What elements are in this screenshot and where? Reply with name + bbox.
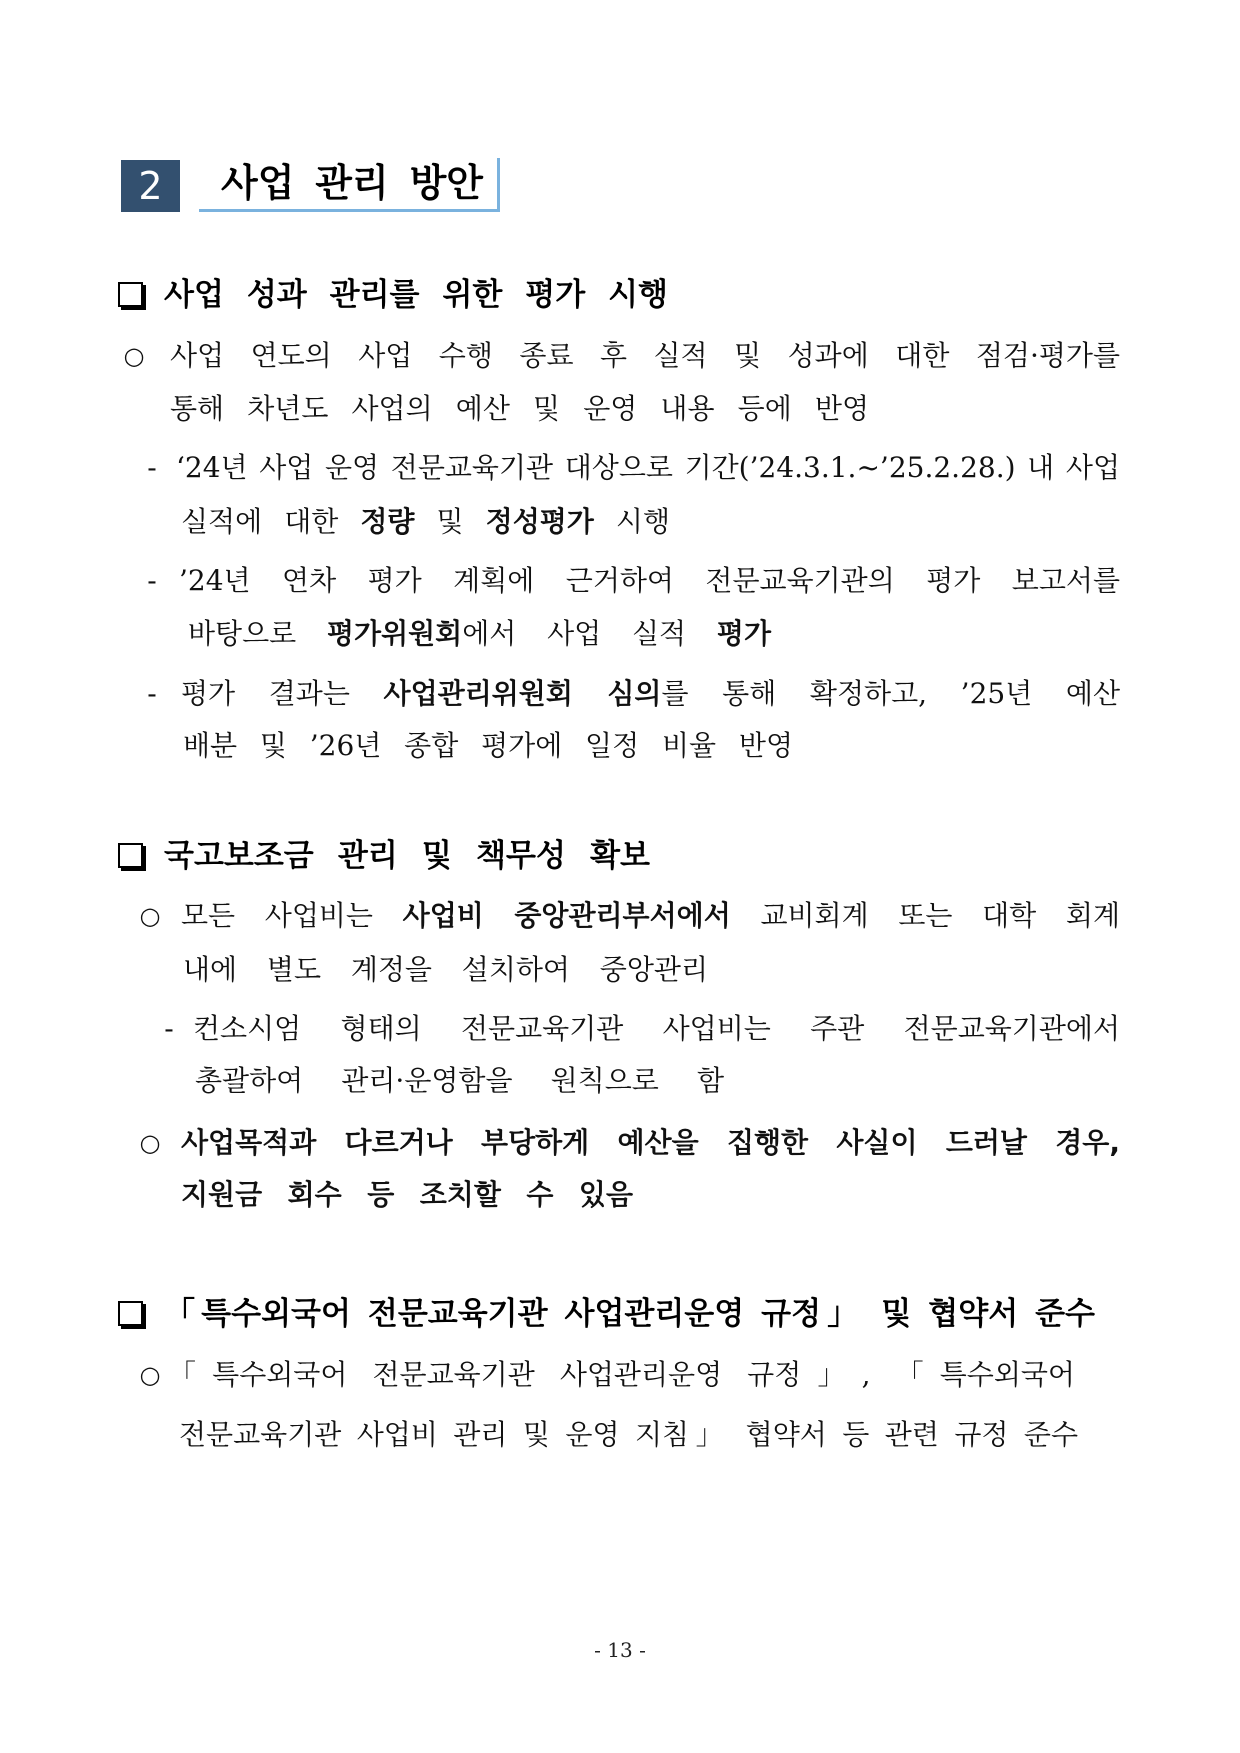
dash-bullet: - bbox=[164, 1012, 174, 1045]
body-line: 총괄하여 관리·운영함을 원칙으로 함 bbox=[195, 1064, 724, 1097]
square-bullet-icon bbox=[118, 843, 143, 868]
line-text: 를 통해 확정하고, ’25년 예산 bbox=[661, 677, 1120, 710]
body-line: 사업 연도의 사업 수행 종료 후 실적 및 성과에 대한 점검·평가를 bbox=[170, 339, 1120, 372]
line-text: 및 bbox=[414, 505, 486, 538]
square-bullet-icon bbox=[118, 282, 143, 307]
circle-bullet: ○ bbox=[139, 902, 161, 930]
square-bullet-icon bbox=[118, 1301, 143, 1326]
body-line: 전문교육기관 사업비 관리 및 운영 지침」 협약서 등 관련 규정 준수 bbox=[179, 1418, 1078, 1451]
body-line: 내에 별도 계정을 설치하여 중앙관리 bbox=[183, 953, 708, 986]
body-line bbox=[188, 614, 771, 654]
emphasis-text: 평가위원회 bbox=[326, 617, 463, 650]
body-line: ’24년 연차 평가 계획에 근거하여 전문교육기관의 평가 보고서를 bbox=[179, 564, 1120, 597]
body-line: 컨소시엄 형태의 전문교육기관 사업비는 주관 전문교육기관에서 bbox=[193, 1012, 1120, 1045]
circle-bullet: ○ bbox=[139, 1361, 161, 1389]
line-text: 시행 bbox=[593, 505, 670, 538]
line-text: 바탕으로 bbox=[188, 617, 327, 650]
page-number: - 13 - bbox=[594, 1638, 646, 1662]
section-title: 사업 관리 방안 bbox=[221, 161, 483, 205]
emphasis-text: 정성평가 bbox=[485, 505, 594, 538]
body-line bbox=[181, 502, 670, 542]
circle-bullet: ○ bbox=[123, 342, 145, 370]
dash-bullet: - bbox=[147, 564, 157, 597]
body-line: 「특수외국어 전문교육기관 사업관리운영 규정」, 「특수외국어 bbox=[168, 1358, 1075, 1391]
line-text: 모든 사업비는 bbox=[181, 899, 403, 932]
line-text: 실적에 대한 bbox=[181, 505, 361, 538]
body-line bbox=[181, 674, 1120, 714]
line-text: 평가 결과는 bbox=[181, 677, 384, 710]
emphasis-line: 사업목적과 다르거나 부당하게 예산을 집행한 사실이 드러날 경우, bbox=[181, 1126, 1120, 1159]
body-line: 배분 및 ’26년 종합 평가에 일정 비율 반영 bbox=[183, 729, 793, 762]
dash-bullet: - bbox=[147, 677, 157, 710]
body-line: 통해 차년도 사업의 예산 및 운영 내용 등에 반영 bbox=[170, 392, 869, 425]
line-text: 에서 사업 실적 bbox=[462, 617, 717, 650]
emphasis-text: 정량 bbox=[360, 505, 415, 538]
subsection-heading: 사업 성과 관리를 위한 평가 시행 bbox=[164, 277, 668, 313]
dash-bullet: - bbox=[147, 451, 157, 484]
line-text: 교비회계 또는 대학 회계 bbox=[730, 899, 1120, 932]
emphasis-text: 사업비 중앙관리부서에서 bbox=[402, 899, 731, 932]
subsection-heading: 국고보조금 관리 및 책무성 확보 bbox=[164, 838, 650, 874]
circle-bullet: ○ bbox=[139, 1129, 161, 1157]
body-line bbox=[181, 896, 1120, 936]
section-number-badge: 2 bbox=[121, 160, 180, 212]
body-line: ‘24년 사업 운영 전문교육기관 대상으로 기간(’24.3.1.~’25.2.28.) 내 사업 bbox=[176, 451, 1120, 484]
emphasis-text: 평가 bbox=[716, 617, 771, 650]
emphasis-line: 지원금 회수 등 조치할 수 있음 bbox=[181, 1178, 633, 1211]
emphasis-text: 사업관리위원회 심의 bbox=[383, 677, 662, 710]
subsection-heading: 「특수외국어 전문교육기관 사업관리운영 규정」 및 협약서 준수 bbox=[164, 1296, 1095, 1332]
